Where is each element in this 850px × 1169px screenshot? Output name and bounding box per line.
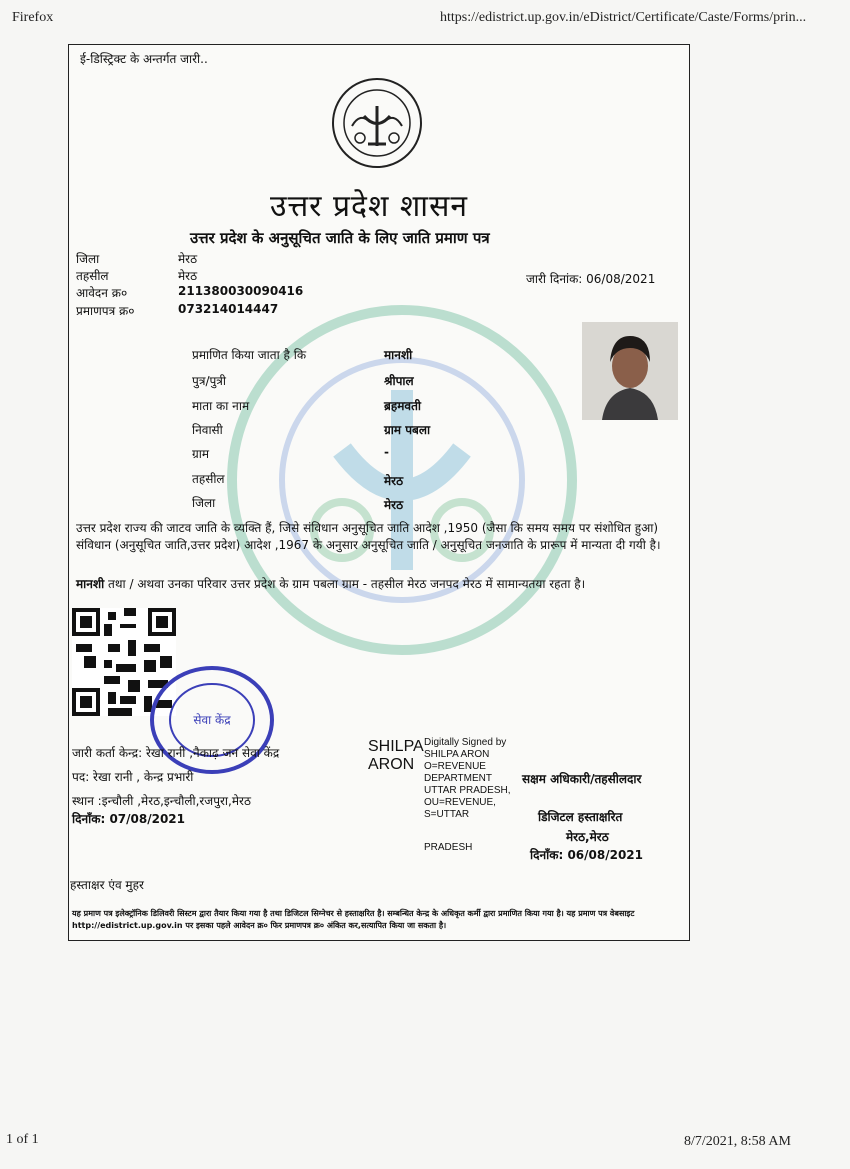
officer-title: सक्षम अधिकारी/तहसीलदार bbox=[522, 772, 642, 786]
certified-label: प्रमाणित किया जाता है कि bbox=[192, 348, 307, 362]
stamp-text: सेवा केंद्र bbox=[193, 713, 231, 727]
government-title: उत्तर प्रदेश शासन bbox=[270, 189, 469, 224]
district-value: मेरठ bbox=[178, 252, 198, 266]
digital-signature-details: Digitally Signed by SHILPA ARON O=REVENUE DEPARTMENT UTTAR PRADESH, OU=REVENUE, S=UTTAR bbox=[424, 737, 511, 820]
tehsil-value: मेरठ bbox=[178, 269, 198, 283]
issuing-center: जारी कर्ता केन्द्र: रेखा रानी ,नैकाढ़ जन सेवा केंद्र bbox=[72, 746, 280, 760]
parent-name: श्रीपाल bbox=[384, 374, 414, 388]
parent-label: पुत्र/पुत्री bbox=[192, 374, 227, 388]
certificate-no-value: 073214014447 bbox=[178, 302, 279, 316]
browser-app-name: Firefox bbox=[12, 10, 54, 25]
detail-district-value: मेरठ bbox=[384, 498, 404, 512]
district-label: जिला bbox=[76, 252, 100, 266]
print-timestamp: 8/7/2021, 8:58 AM bbox=[684, 1134, 791, 1149]
issuer-location: स्थान :इन्चौली ,मेरठ,इन्चौली,रजपुरा,मेरठ bbox=[72, 794, 251, 808]
issued-under-note: ई-डिस्ट्रिक्ट के अन्तर्गत जारी.. bbox=[80, 52, 208, 66]
certificate-title: उत्तर प्रदेश के अनुसूचित जाति के लिए जाति प्रमाण पत्र bbox=[190, 229, 490, 247]
applicant-name: मानशी bbox=[384, 348, 413, 362]
signature-seal-label: हस्ताक्षर एंव मुहर bbox=[70, 878, 144, 892]
applicant-photo bbox=[582, 322, 678, 420]
issuer-stamp bbox=[146, 664, 276, 780]
residence-statement bbox=[76, 576, 676, 593]
detail-tehsil-label: तहसील bbox=[192, 472, 225, 486]
detail-tehsil-value: मेरठ bbox=[384, 474, 404, 488]
application-no-value: 211380030090416 bbox=[178, 284, 304, 298]
digital-signer-name: SHILPA ARON bbox=[368, 738, 423, 773]
tehsil-label: तहसील bbox=[76, 269, 109, 283]
officer-date: दिनाँक: 06/08/2021 bbox=[530, 848, 644, 862]
issue-date: जारी दिनांक: 06/08/2021 bbox=[526, 272, 656, 286]
digital-signature-state: PRADESH bbox=[424, 842, 473, 853]
page-url: https://edistrict.up.gov.in/eDistrict/Certificate/Caste/Forms/prin... bbox=[440, 10, 807, 25]
mother-label: माता का नाम bbox=[192, 399, 250, 413]
detail-district-label: जिला bbox=[192, 496, 216, 510]
issuer-date: दिनाँक: 07/08/2021 bbox=[72, 812, 186, 826]
village-label: ग्राम bbox=[192, 447, 210, 461]
caste-statement: उत्तर प्रदेश राज्य की जाटव जाति के व्यक्ति हैं, जिसे संविधान अनुसूचित जाति आदेश ,1950 (जैसा कि समय समय पर संशोधित हुआ) संविधान (अनुसूचित जाति,उत्तर प्रदेश) आदेश ,1967 के अनुसार अनुसूचित जाति / अनुसूचित जनजाति के प्रारूप में मान्यता दी गयी है। bbox=[76, 521, 661, 552]
village-value: - bbox=[384, 445, 389, 459]
up-government-emblem bbox=[330, 76, 424, 170]
verification-note: यह प्रमाण पत्र इलेक्ट्रॉनिक डिलिवरी सिस्टम द्वारा तैयार किया गया है तथा डिजिटल सिग्नेचर से हस्ताक्षरित है। सम्बन्धित केन्द्र के अधिकृत कर्मी द्वारा प्रमाणित किया गया है। यह प्रमाण पत्र वेबसाइट http://edistrict.up.gov.in पर इसका पहले आवेदन क्र० फिर प्रमाणपत्र क्र० अंकित कर,सत्यापित किया जा सकता है। bbox=[72, 909, 635, 930]
issuer-post: पद: रेखा रानी , केन्द्र प्रभारी bbox=[72, 770, 194, 784]
officer-place: मेरठ,मेरठ bbox=[566, 830, 609, 844]
certificate-no-label: प्रमाणपत्र क्र० bbox=[76, 304, 135, 318]
application-no-label: आवेदन क्र० bbox=[76, 286, 128, 300]
residence-name: मानशी bbox=[76, 577, 105, 591]
resident-label: निवासी bbox=[192, 423, 223, 437]
mother-name: ब्रहमवती bbox=[384, 399, 422, 413]
residence-text: तथा / अथवा उनका परिवार उत्तर प्रदेश के ग्राम पबला ग्राम - तहसील मेरठ जनपद मेरठ में सामान्यतया रहता है। bbox=[104, 577, 586, 591]
digitally-signed-label: डिजिटल हस्ताक्षरित bbox=[538, 810, 623, 824]
resident-value: ग्राम पबला bbox=[384, 423, 431, 437]
page-indicator: 1 of 1 bbox=[6, 1132, 39, 1147]
